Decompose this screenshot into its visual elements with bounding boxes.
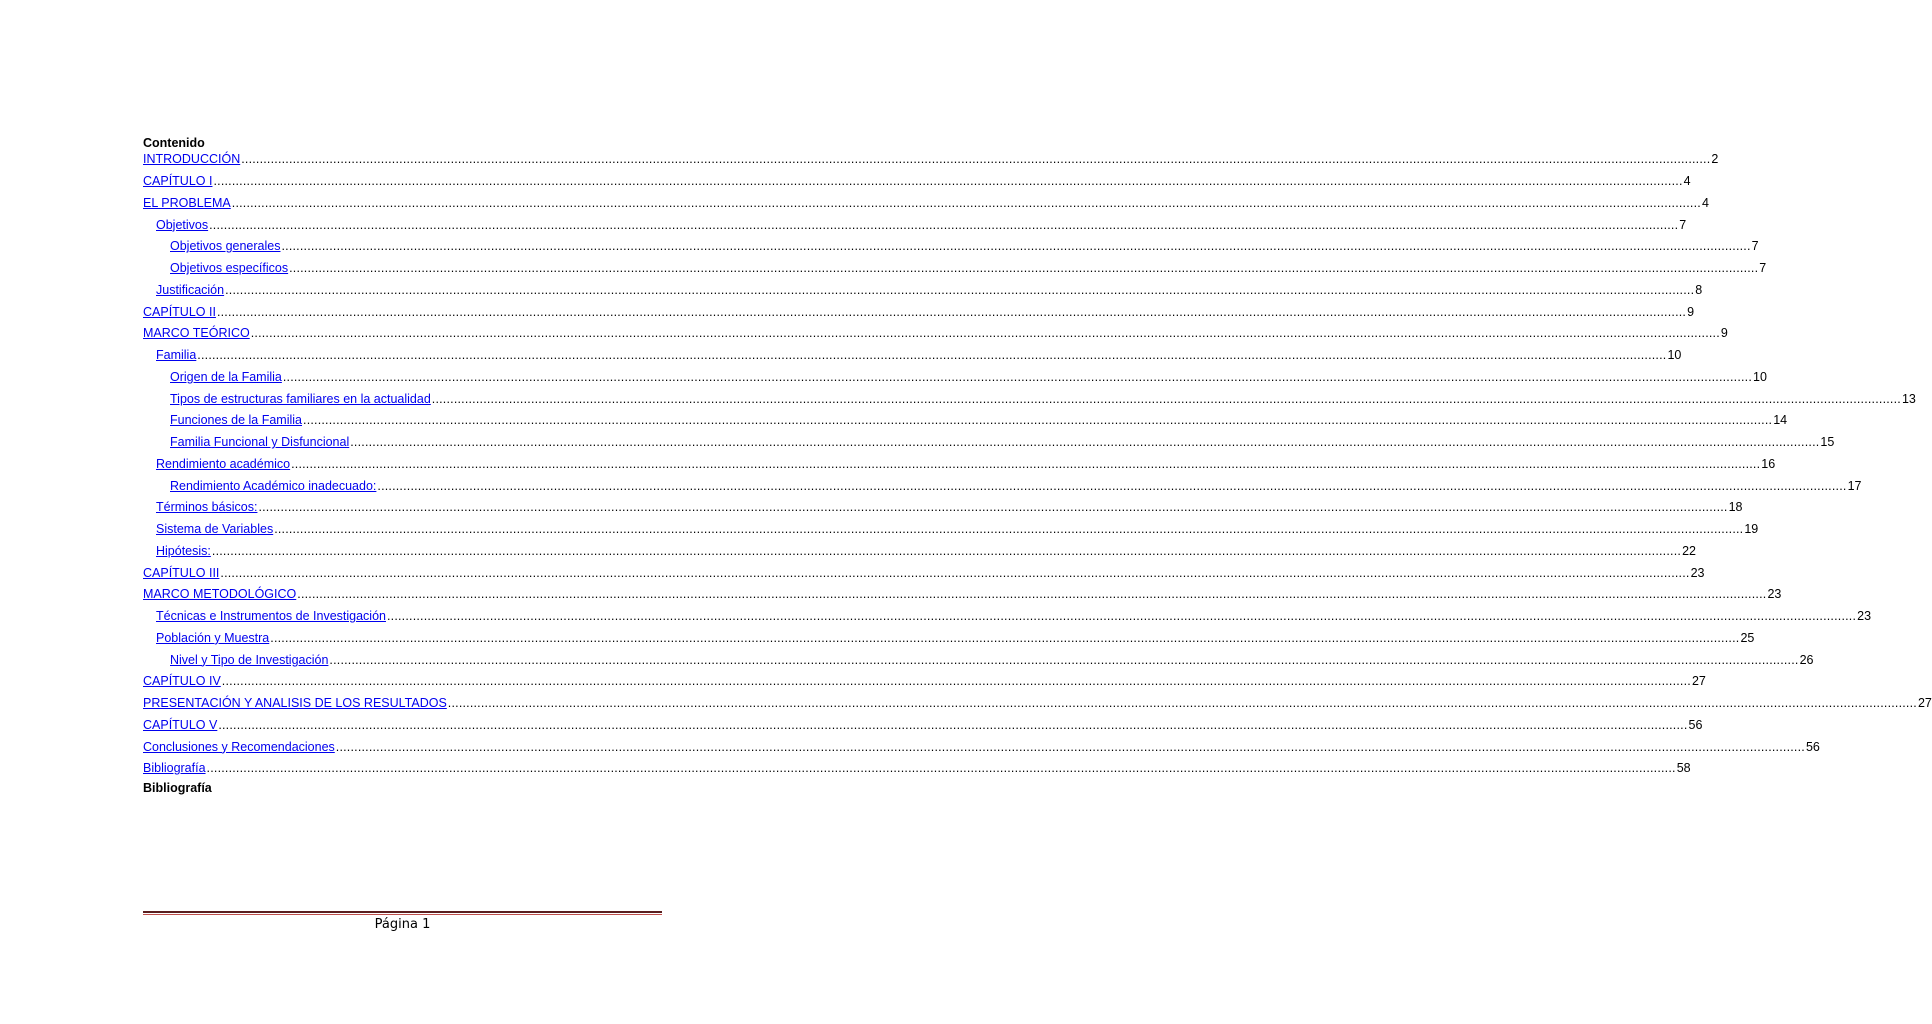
toc-entry-link[interactable]: MARCO METODOLÓGICO xyxy=(143,587,297,602)
toc-dot-leader: ................................................................................................................................................................................................................................................................................................................................................................................................................ xyxy=(281,239,1751,254)
toc-entry-link[interactable]: INTRODUCCIÓN xyxy=(143,152,241,167)
toc-entry xyxy=(143,388,1916,410)
toc-entry xyxy=(143,758,1691,780)
toc-entry-page-number: 18 xyxy=(1728,500,1743,515)
toc-entry-link[interactable]: Familia Funcional y Disfuncional xyxy=(170,435,350,450)
toc-entry xyxy=(143,301,1695,323)
toc-dot-leader: ................................................................................................................................................................................................................................................................................................................................................................................................................ xyxy=(335,739,1805,754)
toc-entry xyxy=(143,454,1776,476)
toc-dot-leader: ................................................................................................................................................................................................................................................................................................................................................................................................................ xyxy=(350,435,1820,450)
toc-entry xyxy=(143,193,1709,215)
toc-entry-page-number: 7 xyxy=(1751,239,1759,254)
toc-entry-page-number: 16 xyxy=(1761,456,1776,471)
toc-dot-leader: ................................................................................................................................................................................................................................................................................................................................................................................................................ xyxy=(216,304,1687,319)
toc-entry xyxy=(143,562,1705,584)
toc-entry-page-number: 56 xyxy=(1688,717,1703,732)
toc-entry xyxy=(143,475,1862,497)
toc-entry-link[interactable]: Sistema de Variables xyxy=(156,522,274,537)
toc-entry xyxy=(143,367,1767,389)
toc-entry-link[interactable]: Rendimiento académico xyxy=(156,456,291,471)
toc-entry-page-number: 10 xyxy=(1753,369,1767,384)
toc-entry xyxy=(143,345,1682,367)
toc-entry xyxy=(143,541,1696,563)
toc-entry-page-number: 7 xyxy=(1679,217,1687,232)
toc-entry-page-number: 8 xyxy=(1695,282,1703,297)
toc-dot-leader: ................................................................................................................................................................................................................................................................................................................................................................................................................ xyxy=(386,609,1857,624)
toc-entry-link[interactable]: Nivel y Tipo de Investigación xyxy=(170,652,329,667)
toc-entry-link[interactable]: Objetivos generales xyxy=(170,239,281,254)
toc-entry-page-number: 56 xyxy=(1805,739,1820,754)
toc-entry-link[interactable]: Términos básicos: xyxy=(156,500,258,515)
toc-entry-page-number: 10 xyxy=(1667,348,1682,363)
toc-entry-page-number: 26 xyxy=(1799,652,1814,667)
toc-entry-link[interactable]: PRESENTACIÓN Y ANALISIS DE LOS RESULTADOS xyxy=(143,696,447,711)
toc-entry-page-number: 27 xyxy=(1917,696,1932,711)
toc-dot-leader: ................................................................................................................................................................................................................................................................................................................................................................................................................ xyxy=(270,630,1740,645)
toc-entry xyxy=(143,628,1755,650)
toc-entry xyxy=(143,149,1719,171)
toc-entry-link[interactable]: CAPÍTULO V xyxy=(143,717,218,732)
toc-entry-page-number: 27 xyxy=(1691,674,1706,689)
toc-entry-link[interactable]: CAPÍTULO IV xyxy=(143,674,221,689)
toc-entry xyxy=(143,693,1932,715)
toc-dot-leader: ................................................................................................................................................................................................................................................................................................................................................................................................................ xyxy=(297,587,1767,602)
toc-dot-leader: ................................................................................................................................................................................................................................................................................................................................................................................................................ xyxy=(221,674,1691,689)
toc-entry-page-number: 15 xyxy=(1820,435,1835,450)
toc-entry-link[interactable]: MARCO TEÓRICO xyxy=(143,326,250,341)
toc-entry xyxy=(143,715,1703,737)
toc-entry xyxy=(143,280,1703,302)
toc-dot-leader: ................................................................................................................................................................................................................................................................................................................................................................................................................ xyxy=(218,717,1688,732)
toc-entry-page-number: 14 xyxy=(1773,413,1788,428)
bibliography-heading: Bibliografía xyxy=(143,781,212,795)
toc-entry-link[interactable]: Origen de la Familia xyxy=(170,369,282,384)
toc-entry xyxy=(143,171,1691,193)
toc-dot-leader: ................................................................................................................................................................................................................................................................................................................................................................................................................ xyxy=(225,282,1695,297)
toc-entry-page-number: 9 xyxy=(1720,326,1728,341)
toc-entry-page-number: 4 xyxy=(1683,174,1691,189)
toc-dot-leader: ................................................................................................................................................................................................................................................................................................................................................................................................................ xyxy=(220,565,1690,580)
toc-dot-leader: ................................................................................................................................................................................................................................................................................................................................................................................................................ xyxy=(241,152,1711,167)
toc-entry-page-number: 17 xyxy=(1847,478,1862,493)
footer-rule-dark xyxy=(143,911,662,913)
toc-entry-link[interactable]: Rendimiento Académico inadecuado: xyxy=(170,478,377,493)
toc-entry xyxy=(143,584,1782,606)
toc-entry xyxy=(143,236,1759,258)
toc-dot-leader: ................................................................................................................................................................................................................................................................................................................................................................................................................ xyxy=(329,652,1799,667)
toc-entry xyxy=(143,410,1788,432)
toc-entry-link[interactable]: CAPÍTULO II xyxy=(143,304,216,319)
toc-entry-link[interactable]: Objetivos xyxy=(156,217,209,232)
toc-entry-page-number: 7 xyxy=(1759,261,1767,276)
table-of-contents xyxy=(143,149,1932,780)
toc-entry-link[interactable]: Objetivos específicos xyxy=(170,261,289,276)
toc-dot-leader: ................................................................................................................................................................................................................................................................................................................................................................................................................ xyxy=(282,369,1753,384)
toc-entry-page-number: 13 xyxy=(1901,391,1916,406)
toc-dot-leader: ................................................................................................................................................................................................................................................................................................................................................................................................................ xyxy=(231,195,1701,210)
toc-dot-leader: ................................................................................................................................................................................................................................................................................................................................................................................................................ xyxy=(303,413,1773,428)
toc-entry xyxy=(143,649,1814,671)
toc-entry-link[interactable]: Justificación xyxy=(156,282,225,297)
toc-entry-page-number: 23 xyxy=(1690,565,1705,580)
toc-entry-page-number: 22 xyxy=(1682,543,1696,558)
footer-rule-red xyxy=(143,914,662,915)
toc-entry xyxy=(143,736,1820,758)
toc-entry xyxy=(143,323,1728,345)
toc-entry-link[interactable]: EL PROBLEMA xyxy=(143,195,231,210)
toc-entry xyxy=(143,214,1687,236)
toc-dot-leader: ................................................................................................................................................................................................................................................................................................................................................................................................................ xyxy=(211,543,1682,558)
toc-entry xyxy=(143,497,1743,519)
toc-entry-link[interactable]: Bibliografía xyxy=(143,761,206,776)
toc-dot-leader: ................................................................................................................................................................................................................................................................................................................................................................................................................ xyxy=(447,696,1917,711)
toc-entry xyxy=(143,432,1835,454)
toc-dot-leader: ................................................................................................................................................................................................................................................................................................................................................................................................................ xyxy=(209,217,1679,232)
toc-dot-leader: ................................................................................................................................................................................................................................................................................................................................................................................................................ xyxy=(213,174,1683,189)
footer-page-number: Página 1 xyxy=(374,917,431,932)
toc-entry-page-number: 2 xyxy=(1711,152,1719,167)
toc-entry-link[interactable]: CAPÍTULO I xyxy=(143,174,213,189)
toc-entry-page-number: 58 xyxy=(1676,761,1691,776)
toc-dot-leader: ................................................................................................................................................................................................................................................................................................................................................................................................................ xyxy=(431,391,1901,406)
toc-entry-link[interactable]: Funciones de la Familia xyxy=(170,413,303,428)
toc-dot-leader: ................................................................................................................................................................................................................................................................................................................................................................................................................ xyxy=(250,326,1720,341)
toc-dot-leader: ................................................................................................................................................................................................................................................................................................................................................................................................................ xyxy=(291,456,1761,471)
toc-entry xyxy=(143,519,1759,541)
toc-entry-page-number: 4 xyxy=(1701,195,1709,210)
toc-heading: Contenido xyxy=(143,136,205,150)
toc-entry-page-number: 19 xyxy=(1744,522,1759,537)
toc-entry-link[interactable]: Población y Muestra xyxy=(156,630,270,645)
toc-entry-link[interactable]: Técnicas e Instrumentos de Investigación xyxy=(156,609,386,624)
toc-entry xyxy=(143,258,1767,280)
toc-entry-page-number: 23 xyxy=(1767,587,1782,602)
toc-entry-page-number: 25 xyxy=(1740,630,1755,645)
toc-dot-leader: ................................................................................................................................................................................................................................................................................................................................................................................................................ xyxy=(289,261,1759,276)
toc-entry xyxy=(143,671,1706,693)
toc-dot-leader: ................................................................................................................................................................................................................................................................................................................................................................................................................ xyxy=(258,500,1728,515)
toc-entry-link[interactable]: Hipótesis: xyxy=(156,543,211,558)
toc-dot-leader: ................................................................................................................................................................................................................................................................................................................................................................................................................ xyxy=(206,761,1676,776)
toc-dot-leader: ................................................................................................................................................................................................................................................................................................................................................................................................................ xyxy=(377,478,1847,493)
toc-entry-page-number: 23 xyxy=(1857,609,1872,624)
toc-entry-link[interactable]: Tipos de estructuras familiares en la actualidad xyxy=(170,391,431,406)
toc-entry-link[interactable]: CAPÍTULO III xyxy=(143,565,220,580)
toc-entry-link[interactable]: Conclusiones y Recomendaciones xyxy=(143,739,335,754)
toc-entry-page-number: 9 xyxy=(1687,304,1695,319)
toc-entry xyxy=(143,606,1872,628)
toc-entry-link[interactable]: Familia xyxy=(156,348,197,363)
toc-dot-leader: ................................................................................................................................................................................................................................................................................................................................................................................................................ xyxy=(197,348,1667,363)
toc-dot-leader: ................................................................................................................................................................................................................................................................................................................................................................................................................ xyxy=(274,522,1744,537)
